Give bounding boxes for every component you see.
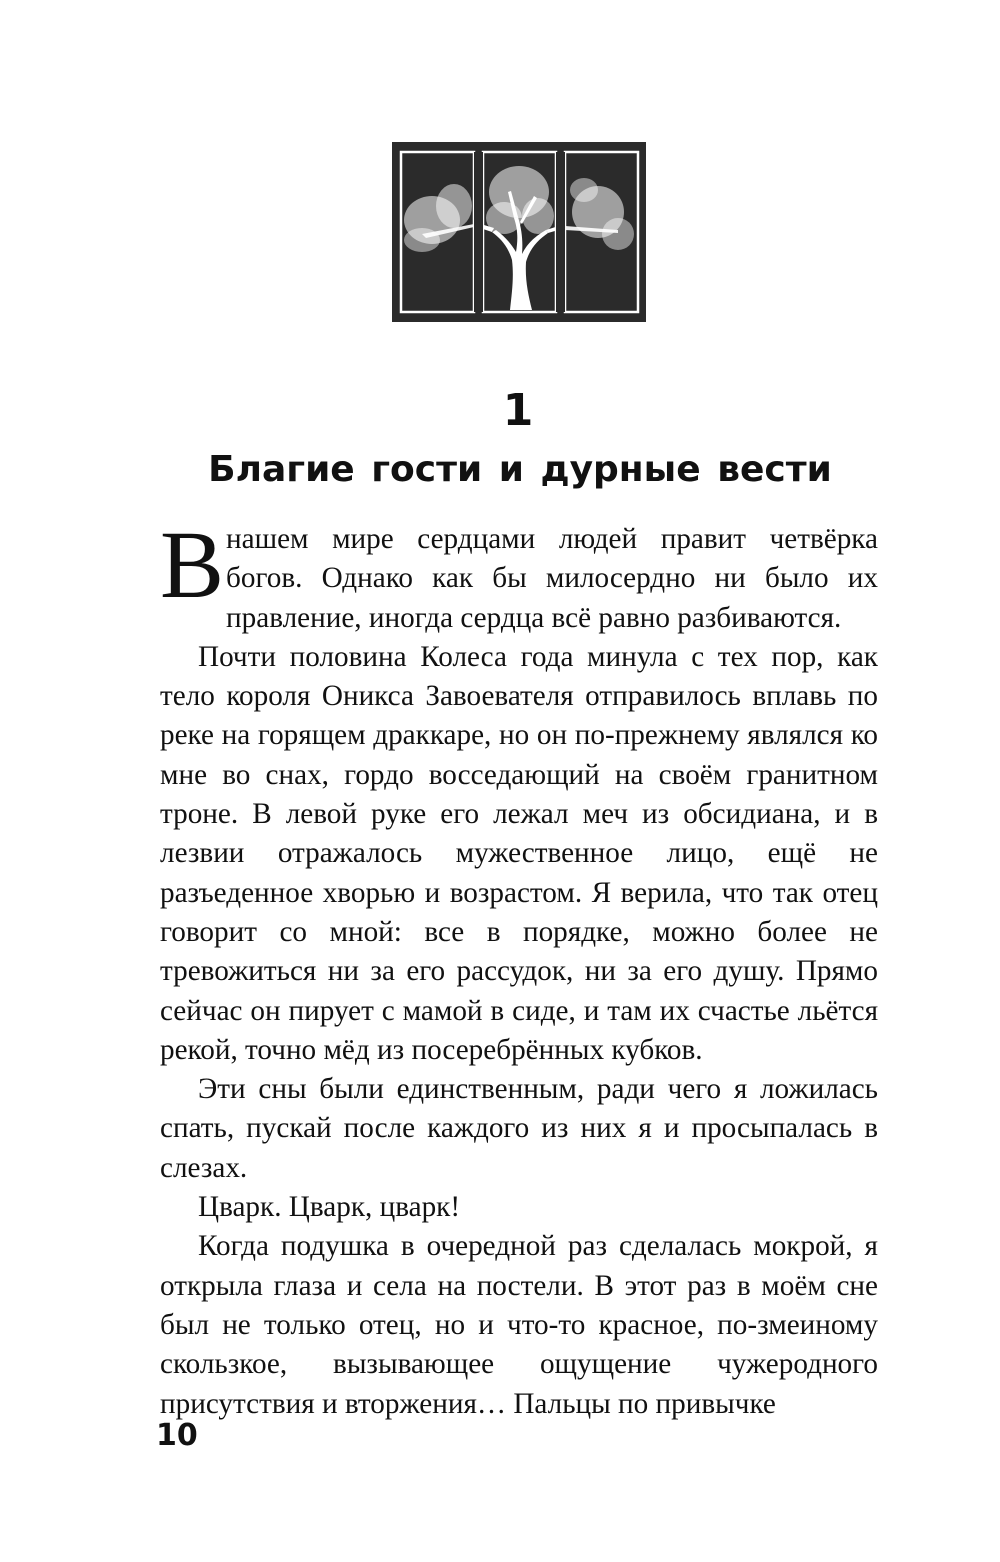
paragraph-5: Когда подушка в очередной раз сделалась мокрой, я открыла глаза и села на постели. В этот раз в моём сне был не только отец, но и что-то красное, по-змеиному скользкое, вызывающее ощущение чужеродного присутствия и вторжения… Пальцы по привычке bbox=[160, 1230, 878, 1420]
chapter-title: Благие гости и дурные вести bbox=[208, 449, 832, 490]
paragraph-1 bbox=[160, 511, 878, 638]
paragraph-3: Эти сны были единственным, ради чего я ложилась спать, пускай после каждого из них я и просыпалась в слезах. bbox=[160, 1073, 878, 1184]
chapter-number: 1 bbox=[502, 385, 534, 436]
paragraph-1-text: нашем мире сердцами людей правит четвёрка богов. Однако как бы милосердно ни было их правление, иногда сердца всё равно разбиваются. bbox=[226, 523, 878, 634]
tree-triptych-icon bbox=[392, 142, 646, 322]
page-number: 10 bbox=[156, 1418, 198, 1453]
paragraph-4: Цварк. Цварк, цварк! bbox=[198, 1191, 461, 1224]
chapter-body bbox=[160, 511, 878, 1424]
drop-cap: В bbox=[160, 511, 225, 618]
paragraph-2: Почти половина Колеса года минула с тех пор, как тело короля Оникса Завоевателя отправилось вплавь по реке на горящем драккаре, но он по-прежнему являлся ко мне во снах, гордо восседающий на своём гранитном троне. В левой руке его лежал меч из обсидиана, и в лезвии отражалось мужественное лицо, ещё не разъеденное хворью и возрастом. Я верила, что так отец говорит со мной: все в порядке, можно более не тревожиться ни за его рассудок, ни за его душу. Прямо сейчас он пирует с мамой в сиде, и там их счастье льётся рекой, точно мёд из посеребрённых кубков. bbox=[160, 640, 878, 1066]
